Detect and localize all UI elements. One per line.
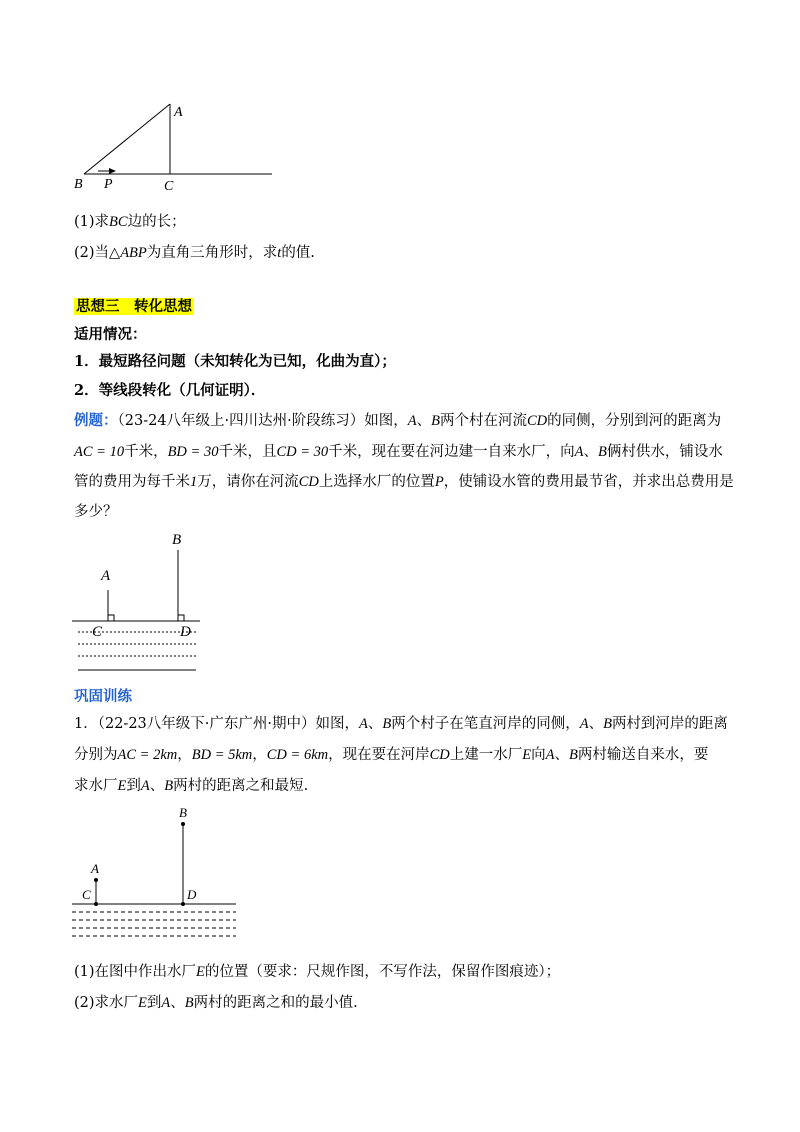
example-line-4: 多少？: [74, 504, 118, 520]
applicable-item-1: 1．最短路径问题（未知转化为已知，化曲为直）；: [74, 353, 396, 370]
label-c: C: [164, 179, 174, 194]
label-a: A: [91, 861, 99, 876]
figure-triangle-abp: [0, 0, 300, 200]
label-d: D: [187, 887, 197, 902]
label-p: P: [104, 177, 113, 192]
label-a: A: [101, 568, 111, 584]
label-b: B: [74, 177, 83, 192]
question-2-bottom: (2)求水厂E到A、B两村的距离之和的最小值.: [74, 995, 358, 1011]
label-d: D: [180, 624, 191, 640]
label-c: C: [92, 624, 103, 640]
practice-line-3: 求水厂E到A、B两村的距离之和最短.: [74, 778, 309, 794]
figure-river-practice: [0, 800, 280, 950]
applicable-item-2: 2．等线段转化（几何证明）．: [74, 382, 266, 399]
figure-river-example: [0, 520, 260, 680]
section-title: 思想三 转化思想: [76, 298, 192, 315]
label-b: B: [179, 805, 187, 820]
label-c: C: [82, 887, 91, 902]
example-line-3: 管的费用为每千米1万，请你在河流CD上选择水厂的位置P，使铺设水管的费用最节省，并求出总费用是: [74, 474, 734, 490]
practice-line-1: 1．（22-23八年级下·广东广州·期中）如图，A、B两个村子在笔直河岸的同侧，A、B两村到河岸的距离: [74, 716, 728, 732]
example-line-1: 例题：（23-24八年级上·四川达州·阶段练习）如图，A、B两个村在河流CD的同侧，分别到河的距离为: [74, 412, 722, 429]
applicable-label: 适用情况：: [74, 326, 147, 343]
label-a: A: [174, 105, 183, 120]
question-1-bottom: (1)在图中作出水厂E的位置（要求：尺规作图，不写作法，保留作图痕迹）；: [74, 964, 561, 980]
example-line-2: AC = 10千米，BD = 30千米，且CD = 30千米，现在要在河边建一自来水厂，向A、B俩村供水，铺设水: [74, 444, 723, 460]
practice-line-2: 分别为AC = 2km，BD = 5km，CD = 6km，现在要在河岸CD上建一水厂E向A、B两村输送自来水，要: [74, 747, 709, 763]
practice-title: 巩固训练: [74, 688, 132, 705]
label-b: B: [172, 532, 182, 548]
question-2-top: (2)当△ABP为直角三角形时，求t的值.: [74, 245, 315, 261]
question-1-top: (1)求BC边的长；: [74, 214, 186, 230]
